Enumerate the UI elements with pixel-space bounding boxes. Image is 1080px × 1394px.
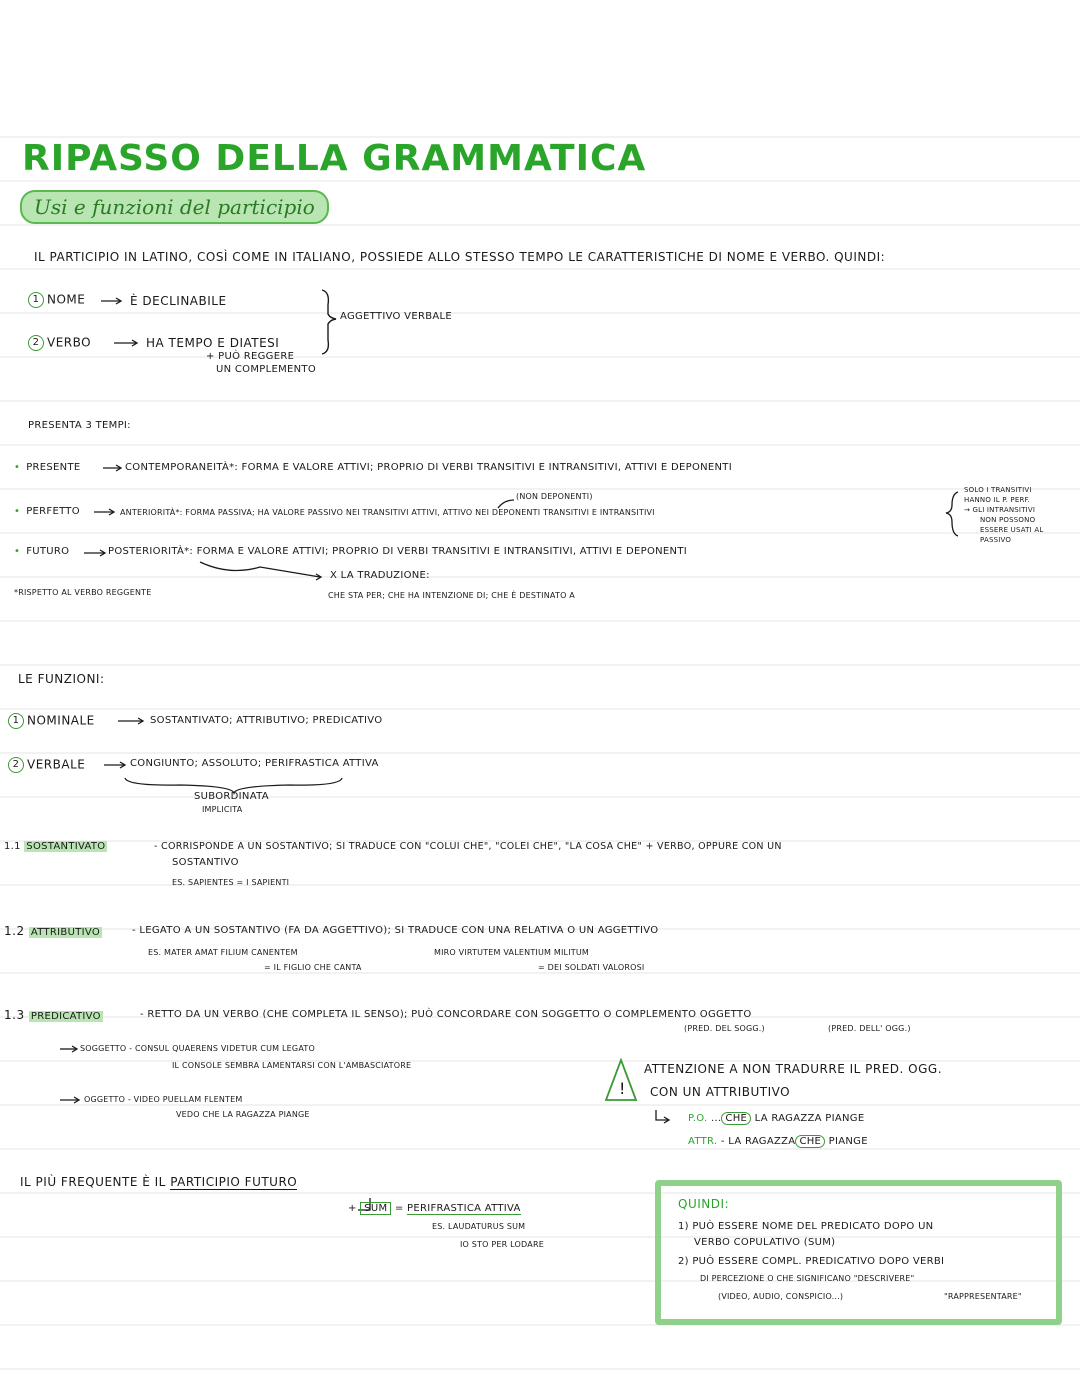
page-subtitle: Usi e funzioni del participio: [20, 190, 329, 224]
s13-ogg-ex: - VIDEO PUELLAM FLENTEM: [127, 1095, 243, 1104]
verbo-desc-2: + PUÒ REGGERE: [206, 351, 295, 362]
futuro-example: ES. LAUDATURUS SUM: [432, 1222, 526, 1231]
futuro-row: • FUTURO: [14, 546, 70, 557]
s13-sogg: [80, 1044, 315, 1054]
side-note-6: PASSIVO: [980, 536, 1012, 544]
s13-label: PREDICATIVO: [30, 1011, 101, 1022]
futuro-text-a: IL PIÙ FREQUENTE È IL: [20, 1175, 166, 1189]
quindi-p2c: (VIDEO, AUDIO, CONSPICIO...): [718, 1292, 844, 1301]
s13-desc: - RETTO DA UN VERBO (CHE COMPLETA IL SENSO); PUÒ CONCORDARE CON SOGGETTO O COMPLEMENTO OGGETTO: [140, 1009, 752, 1020]
tenses-footnote: *RISPETTO AL VERBO REGGENTE: [14, 588, 152, 597]
s13-attr-b: PIANGE: [828, 1136, 868, 1147]
quindi-p1a: 1) PUÒ ESSERE NOME DEL PREDICATO DOPO UN: [678, 1221, 934, 1232]
presente-label: PRESENTE: [26, 462, 81, 473]
s13-po-che: CHE: [721, 1112, 751, 1125]
quindi-p2a: 2) PUÒ ESSERE COMPL. PREDICATIVO DOPO VERBI: [678, 1256, 945, 1267]
futuro-label: FUTURO: [26, 546, 70, 557]
futuro-sum: SUM: [360, 1202, 391, 1215]
brace-right: [322, 290, 336, 354]
s13-attr: [688, 1136, 868, 1149]
s13-warning-2: CON UN ATTRIBUTIVO: [650, 1085, 791, 1099]
futuro-text-b: PARTICIPIO FUTURO: [170, 1175, 298, 1189]
verbo-row: [28, 335, 91, 351]
traduzione-desc: CHE STA PER; CHE HA INTENZIONE DI; CHE È DESTINATO A: [328, 591, 575, 600]
predicativo-row: [4, 1008, 103, 1024]
s13-pred-ogg: (PRED. DELL' OGG.): [828, 1024, 911, 1033]
s13-number: 1.3: [4, 1008, 25, 1022]
futuro-key: POSTERIORITÀ*: [108, 546, 190, 557]
verbo-desc: HA TEMPO E DIATESI: [146, 336, 280, 350]
s13-attr-a: - LA RAGAZZA: [720, 1136, 796, 1147]
quindi-p2d: "RAPPRESENTARE": [944, 1292, 1022, 1301]
presente-row: • PRESENTE: [14, 462, 81, 473]
verbo-number: 2: [28, 335, 44, 351]
perfetto-note: (NON DEPONENTI): [516, 492, 593, 501]
quindi-title: QUINDI:: [678, 1197, 730, 1211]
s13-sogg-ex: - CONSUL QUAERENS VIDETUR CUM LEGATO: [129, 1044, 315, 1053]
side-note-1: SOLO I TRANSITIVI: [964, 486, 1032, 494]
verbale-desc-a: CONGIUNTO; ASSOLUTO;: [130, 758, 262, 769]
svg-text:!: !: [619, 1079, 626, 1098]
s13-po: P.O. ... CHE LA RAGAZZA PIANGE: [688, 1113, 865, 1124]
s13-sogg-label: SOGGETTO: [80, 1044, 127, 1053]
s13-warning-1: ATTENZIONE A NON TRADURRE IL PRED. OGG.: [644, 1062, 943, 1076]
warning-triangle-icon: [604, 1058, 638, 1102]
side-note-2: HANNO IL P. PERF.: [964, 496, 1031, 504]
verbo-desc-3: UN COMPLEMENTO: [216, 364, 316, 375]
presente-desc: : FORMA E VALORE ATTIVI; PROPRIO DI VERBI TRANSITIVI E INTRANSITIVI, ATTIVI E DEPONENTI: [234, 462, 732, 473]
sostantivato-row: [4, 841, 107, 854]
nome-desc: È DECLINABILE: [130, 294, 227, 308]
perfetto-desc: : FORMA PASSIVA; HA VALORE PASSIVO NEI TRANSITIVI ATTIVI, ATTIVO NEI DEPONENTI TRANSITIVI E INTRANSITIVI: [179, 508, 655, 517]
nome-label: NOME: [47, 292, 86, 307]
intro-text: IL PARTICIPIO IN LATINO, COSÌ COME IN ITALIANO, POSSIEDE ALLO STESSO TEMPO LE CARATTERISTICHE DI NOME E VERBO. QUINDI:: [34, 250, 886, 264]
verbale-label: VERBALE: [27, 757, 86, 772]
verbale-desc-b: PERIFRASTICA ATTIVA: [265, 758, 379, 769]
nominale-desc: SOSTANTIVATO; ATTRIBUTIVO; PREDICATIVO: [150, 715, 383, 726]
presente-text: [125, 462, 732, 475]
nome-row: [28, 292, 85, 308]
quindi-p2b: DI PERCEZIONE O CHE SIGNIFICANO "DESCRIVERE": [700, 1274, 915, 1283]
nominale-row: [8, 713, 95, 729]
functions-heading: LE FUNZIONI:: [18, 672, 105, 686]
verbale-desc: [130, 758, 379, 771]
presente-key: CONTEMPORANEITÀ*: [125, 462, 235, 473]
s13-ogg: [84, 1095, 242, 1105]
s13-ogg-label: OGGETTO: [84, 1095, 126, 1104]
s12-ex1: ES. MATER AMAT FILIUM CANENTEM: [148, 948, 298, 957]
nominale-number: 1: [8, 713, 24, 729]
nome-number: 1: [28, 292, 44, 308]
attributivo-row: [4, 924, 102, 940]
futuro-desc: : FORMA E VALORE ATTIVI; PROPRIO DI VERBI TRANSITIVI E INTRANSITIVI, ATTIVI E DEPONENTI: [189, 546, 687, 557]
perfetto-text: [120, 508, 655, 518]
s13-po-label: P.O.: [688, 1113, 708, 1124]
s11-label: SOSTANTIVATO: [26, 841, 106, 852]
futuro-translation: IO STO PER LODARE: [460, 1240, 544, 1249]
side-note-5: ESSERE USATI AL: [980, 526, 1044, 534]
verbo-label: VERBO: [47, 335, 92, 350]
s11-example: ES. SAPIENTES = I SAPIENTI: [172, 878, 290, 887]
page-title: RIPASSO DELLA GRAMMATICA: [22, 138, 647, 179]
side-note-4: NON POSSONO: [980, 516, 1036, 524]
s12-ex1-tr: = IL FIGLIO CHE CANTA: [264, 963, 362, 972]
s13-sogg-tr: IL CONSOLE SEMBRA LAMENTARSI CON L'AMBASCIATORE: [172, 1061, 412, 1070]
s13-pred-sogg: (PRED. DEL SOGG.): [684, 1024, 765, 1033]
s12-desc: - LEGATO A UN SOSTANTIVO (FA DA AGGETTIVO); SI TRADUCE CON UNA RELATIVA O UN AGGETTIVO: [132, 925, 659, 936]
futuro-sentence: [20, 1175, 297, 1190]
futuro-formula: + SUM = PERIFRASTICA ATTIVA: [348, 1203, 521, 1214]
s12-number: 1.2: [4, 924, 25, 938]
s13-attr-che: CHE: [795, 1135, 825, 1148]
s11-desc: - CORRISPONDE A UN SOSTANTIVO; SI TRADUCE CON "COLUI CHE", "COLEI CHE", "LA COSA CHE" + VERBO, OPPURE CON UN: [154, 841, 782, 852]
s13-po-rest: LA RAGAZZA PIANGE: [754, 1113, 865, 1124]
perfetto-row: • PERFETTO: [14, 506, 80, 517]
s12-label: ATTRIBUTIVO: [30, 927, 100, 938]
s13-ogg-tr: VEDO CHE LA RAGAZZA PIANGE: [176, 1110, 310, 1119]
s12-ex2-tr: = DEI SOLDATI VALOROSI: [538, 963, 645, 972]
s11-number: 1.1: [4, 841, 21, 852]
traduzione-label: X LA TRADUZIONE:: [330, 570, 430, 581]
s13-attr-label: ATTR.: [688, 1136, 718, 1147]
side-note-3: → GLI INTRANSITIVI: [964, 506, 1036, 514]
quindi-p1b: VERBO COPULATIVO (SUM): [694, 1237, 836, 1248]
futuro-text: [108, 546, 687, 559]
futuro-result: PERIFRASTICA ATTIVA: [407, 1203, 521, 1214]
s12-ex2: MIRO VIRTUTEM VALENTIUM MILITUM: [434, 948, 589, 957]
s11-desc-2: SOSTANTIVO: [172, 857, 239, 868]
tenses-heading: PRESENTA 3 TEMPI:: [28, 420, 131, 431]
perfetto-label: PERFETTO: [26, 506, 80, 517]
verbale-number: 2: [8, 757, 24, 773]
nominale-label: NOMINALE: [27, 713, 95, 728]
verbale-sub-1: SUBORDINATA: [194, 791, 269, 802]
perfetto-key: ANTERIORITÀ*: [120, 508, 180, 517]
verbale-sub-2: IMPLICITA: [202, 805, 243, 814]
verbale-row: [8, 757, 85, 773]
aggettivo-verbale: AGGETTIVO VERBALE: [340, 311, 452, 322]
